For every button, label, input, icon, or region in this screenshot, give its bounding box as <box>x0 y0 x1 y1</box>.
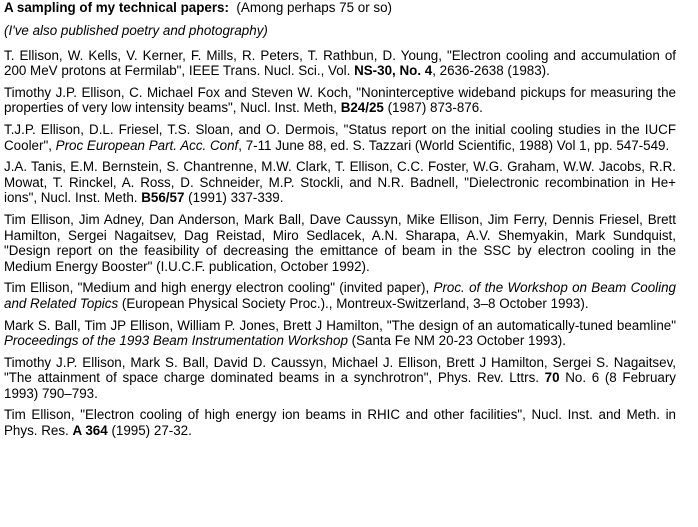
paper-pages: (1995) 27-32. <box>107 423 192 439</box>
paper-venue: Proc. of the Workshop on Beam Cooling and Related Topics <box>4 280 676 311</box>
paper-text: , 7-11 June 88, ed. S. Tazzari (World Scientific, 1988) Vol 1, pp. 547-549. <box>238 137 670 153</box>
paper-volume: A 364 <box>72 423 108 439</box>
paper-text: Timothy J.P. Ellison, Mark S. Ball, David D. Caussyn, Michael J. Ellison, Brett J Hamilton, Sergei S. Nagaitsev, "The attainment of space charge dominated beams in a synchrotron", Phys. Rev. Lttrs. <box>4 354 676 386</box>
paper-pages: No. 6 (8 February 1993) 790–793. <box>4 370 676 401</box>
paper-text: T.J.P. Ellison, D.L. Friesel, T.S. Sloan, and O. Dermois, "Status report on the initial cooling studies in the IUCF Cooler", <box>4 121 676 153</box>
paper-text: Timothy J.P. Ellison, C. Michael Fox and Steven W. Koch, "Noninterceptive wideband pickups for measuring the properties of very low intensity beams", Nucl. Inst. Meth, <box>4 84 676 116</box>
paper-pages: (1987) 873-876. <box>383 100 483 116</box>
count-note: (Among perhaps 75 or so) <box>236 0 392 15</box>
heading <box>4 0 676 15</box>
paper-item <box>4 85 676 116</box>
page-title: A sampling of my technical papers: <box>4 0 229 15</box>
paper-item <box>4 122 676 153</box>
subtitle: (I've also published poetry and photography) <box>4 23 268 38</box>
paper-item <box>4 159 676 206</box>
paper-text: Tim Ellison, Jim Adney, Dan Anderson, Mark Ball, Dave Caussyn, Mike Ellison, Jim Ferry, Dennis Friesel, Brett Hamilton, Sergei Nagaitsev, Dag Reistad, Miro Sedlacek, A.N. Sharapa, A.V. Shemyakin, Mark Sundquist, "Design report on the feasibility of decreasing the emittance of beam in the SSC by electron cooling in the Medium Energy Booster" (I.U.C.F. publication, October 1992). <box>4 211 676 274</box>
paper-item <box>4 355 676 402</box>
paper-pages: , 2636-2638 (1983). <box>432 63 550 79</box>
paper-volume: NS-30, No. 4 <box>354 63 433 79</box>
paper-text: (Santa Fe NM 20-23 October 1993). <box>347 333 566 349</box>
paper-item <box>4 407 676 438</box>
paper-text: (European Physical Society Proc.)., Montreux-Switzerland, 3–8 October 1993). <box>118 295 589 311</box>
paper-venue: Proc European Part. Acc. Conf <box>55 137 239 153</box>
paper-item <box>4 212 676 274</box>
paper-pages: (1991) 337-339. <box>184 190 284 206</box>
paper-text: Tim Ellison, "Electron cooling of high energy ion beams in RHIC and other facilities", Nucl. Inst. and Meth. in Phys. Res. <box>4 407 676 439</box>
paper-volume: B24/25 <box>340 100 384 116</box>
paper-item <box>4 280 676 311</box>
paper-text: Mark S. Ball, Tim JP Ellison, William P. Jones, Brett J Hamilton, "The design of an automatically-tuned beamline" <box>4 317 676 333</box>
paper-item <box>4 48 676 79</box>
paper-item <box>4 318 676 349</box>
paper-venue: Proceedings of the 1993 Beam Instrumentation Workshop <box>4 333 348 349</box>
paper-volume: B56/57 <box>141 190 185 206</box>
paper-text: Tim Ellison, "Medium and high energy electron cooling" (invited paper), <box>4 280 434 296</box>
paper-text: T. Ellison, W. Kells, V. Kerner, F. Mills, R. Peters, T. Rathbun, D. Young, "Electron cooling and accumulation of 200 MeV protons at Fermilab", IEEE Trans. Nucl. Sci., Vol. <box>4 47 676 79</box>
paper-volume: 70 <box>544 370 560 386</box>
paper-list <box>4 48 676 439</box>
paper-text: J.A. Tanis, E.M. Bernstein, S. Chantrenne, M.W. Clark, T. Ellison, C.C. Foster, W.G. Graham, W.W. Jacobs, R.R. Mowat, T. Rinckel, A. Ross, D. Schneider, M.P. Stockli, and N.R. Badnell, "Dielectronic recombination in He+ ions", Nucl. Inst. Meth. <box>4 159 676 206</box>
